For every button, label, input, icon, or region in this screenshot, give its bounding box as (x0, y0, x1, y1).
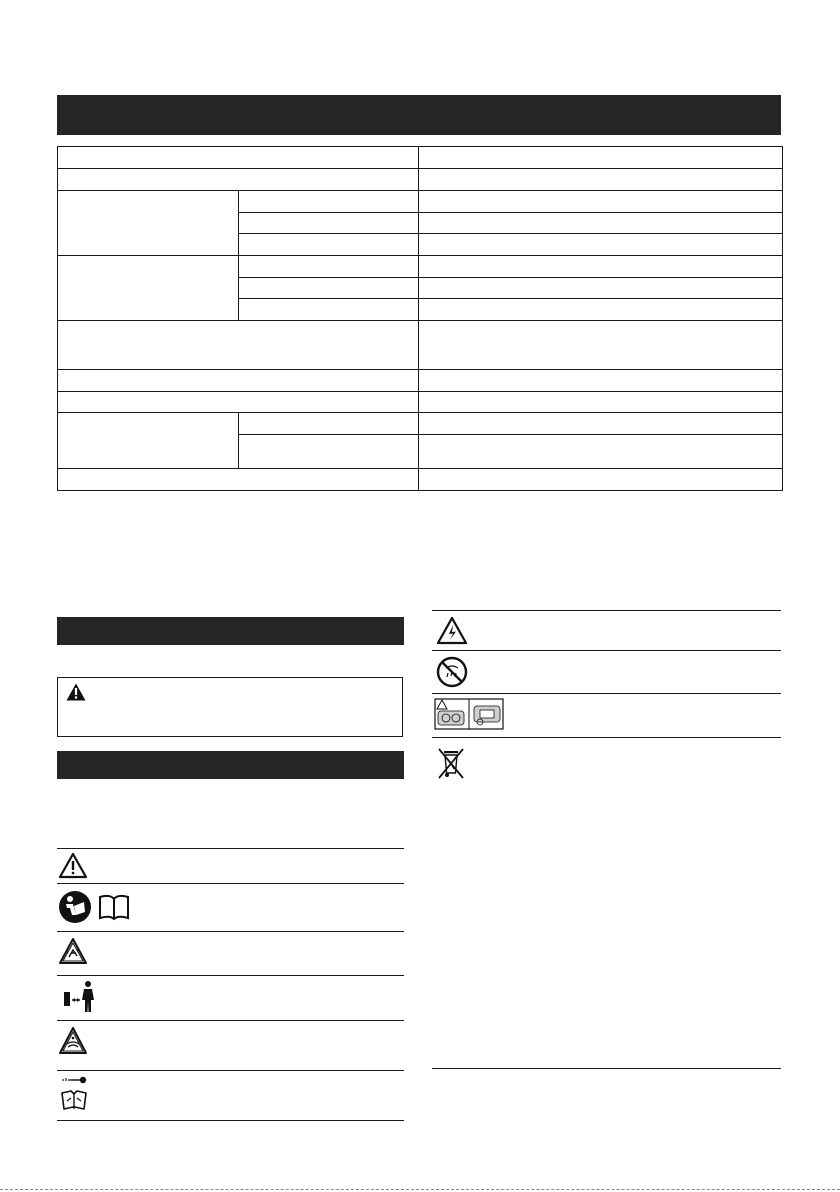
spec-group-cell (58, 413, 239, 469)
remove-key-manual-icon (58, 1074, 90, 1112)
read-manual-icon (58, 889, 132, 925)
spec-value-cell (419, 469, 783, 491)
spec-value-cell (419, 191, 783, 213)
table-row (58, 469, 783, 491)
spec-label-cell (58, 469, 419, 491)
table-row (58, 191, 783, 213)
spec-value-cell (419, 169, 783, 191)
spec-value-cell (419, 413, 783, 435)
spec-value-cell (419, 256, 783, 278)
spec-label-cell (58, 321, 419, 370)
table-row (58, 169, 783, 191)
table-row (58, 413, 783, 435)
spec-group-cell (58, 191, 239, 256)
table-row (58, 392, 783, 413)
section-heading-bar (57, 617, 404, 645)
divider (57, 1070, 404, 1071)
divider (57, 975, 404, 976)
section-heading-bar (57, 751, 404, 779)
warning-box (57, 677, 403, 737)
table-row (58, 147, 783, 169)
projectile-warning-icon (58, 1026, 88, 1056)
table-row (58, 321, 783, 370)
divider (57, 883, 404, 884)
spec-sublabel-cell (239, 234, 419, 256)
wheelie-bin-icon (436, 746, 466, 780)
spec-sublabel-cell (239, 435, 419, 469)
spec-label-cell (58, 169, 419, 191)
divider (57, 931, 404, 932)
spec-sublabel-cell (239, 256, 419, 278)
divider (432, 610, 781, 611)
spec-label-cell (58, 392, 419, 413)
spec-value-cell (419, 321, 783, 370)
divider (432, 650, 781, 651)
divider (57, 1020, 404, 1021)
electric-shock-icon (436, 616, 468, 645)
spec-value-cell (419, 370, 783, 392)
table-row (58, 256, 783, 278)
spec-value-cell (419, 213, 783, 234)
spec-value-cell (419, 147, 783, 169)
spec-sublabel-cell (239, 191, 419, 213)
spec-value-cell (419, 435, 783, 469)
page-edge (0, 1189, 840, 1190)
divider (432, 693, 781, 694)
thrown-objects-icon (58, 937, 88, 965)
caution-triangle-icon (58, 852, 88, 879)
divider (57, 848, 404, 849)
spec-label-cell (58, 147, 419, 169)
spec-sublabel-cell (239, 299, 419, 321)
warning-triangle-icon (66, 683, 86, 701)
spec-sublabel-cell (239, 278, 419, 299)
spec-table (57, 146, 783, 491)
keep-distance-icon (63, 980, 97, 1014)
no-water-icon (436, 656, 468, 688)
spec-sublabel-cell (239, 413, 419, 435)
spec-label-cell (58, 370, 419, 392)
spec-banner (57, 95, 781, 135)
divider (432, 737, 781, 738)
divider (432, 1068, 781, 1069)
spec-group-cell (58, 256, 239, 321)
battery-caution-icon (434, 698, 504, 730)
spec-value-cell (419, 299, 783, 321)
spec-value-cell (419, 278, 783, 299)
spec-value-cell (419, 234, 783, 256)
divider (57, 1120, 404, 1121)
spec-sublabel-cell (239, 213, 419, 234)
table-row (58, 370, 783, 392)
spec-value-cell (419, 392, 783, 413)
